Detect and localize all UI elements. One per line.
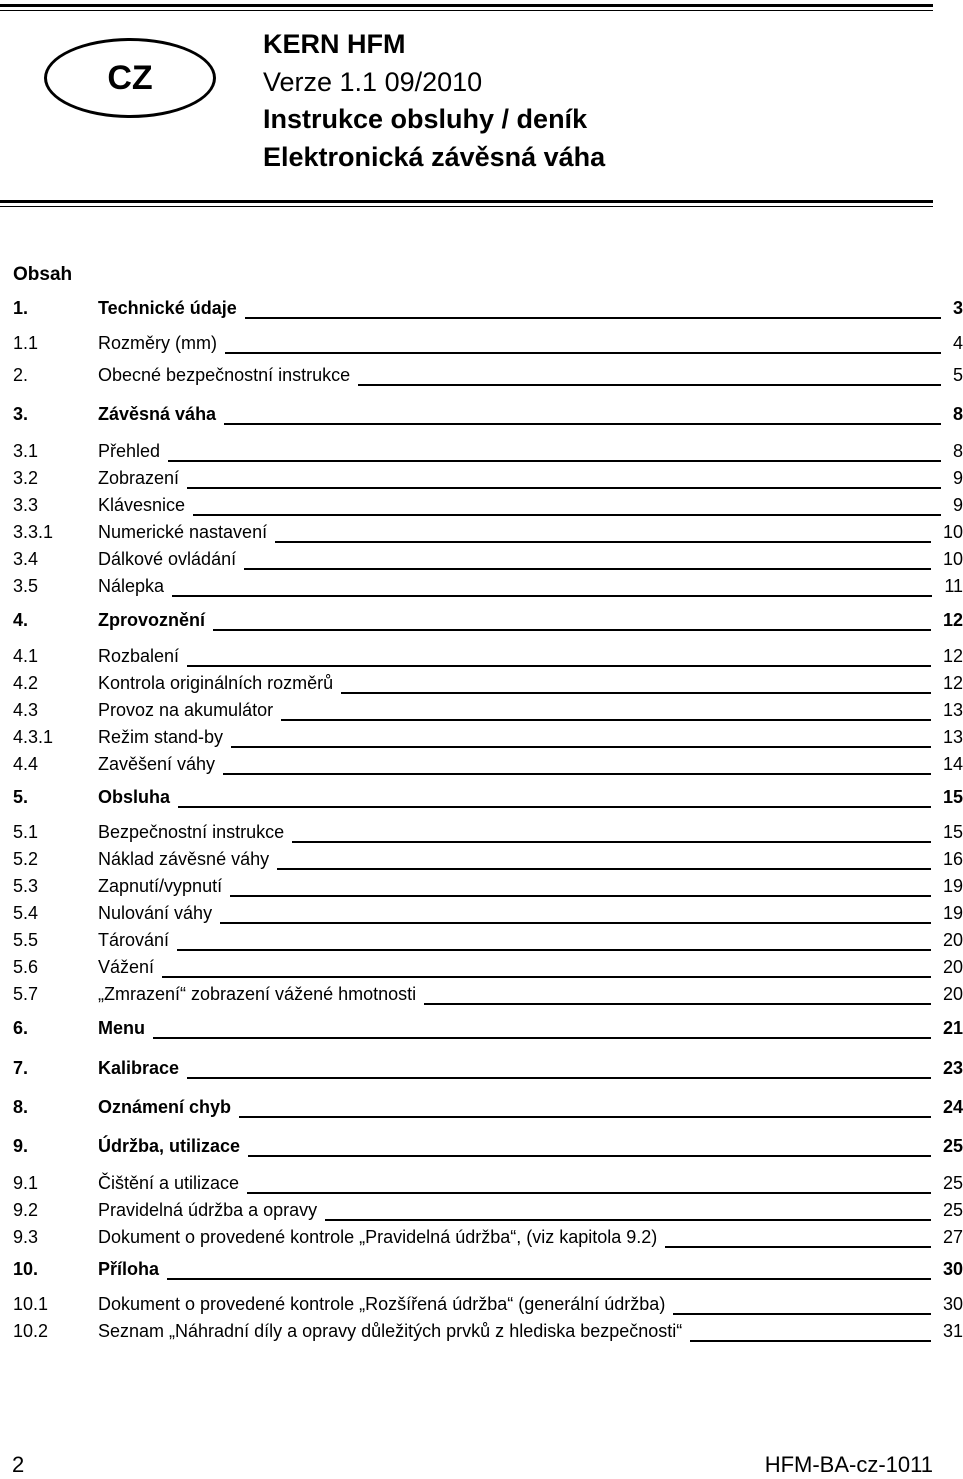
toc-entry-title: Klávesnice	[98, 495, 186, 515]
toc-entry-page: 20	[942, 957, 963, 977]
toc-entry-page: 11	[944, 576, 963, 596]
toc-entry-number: 4.3	[13, 700, 39, 720]
toc-entry-number: 1.1	[13, 333, 39, 353]
brand-title: KERN HFM	[263, 29, 406, 59]
toc-entry[interactable]	[13, 754, 963, 778]
toc-entry-title: Zapnutí/vypnutí	[98, 876, 223, 896]
header-rule-thin	[0, 10, 933, 11]
manual-title: Instrukce obsluhy / deník	[263, 104, 588, 134]
toc-entry-number: 6.	[13, 1018, 29, 1038]
toc-entry-page: 27	[942, 1227, 963, 1247]
toc-leader-line	[213, 629, 931, 631]
toc-entry[interactable]	[13, 1200, 963, 1224]
toc-entry-page: 9	[952, 468, 963, 488]
header-bottom-rule-thin	[0, 206, 933, 207]
toc-entry-number: 5.4	[13, 903, 39, 923]
toc-leader-line	[358, 384, 941, 386]
toc-entry-number: 10.1	[13, 1294, 49, 1314]
toc-leader-line	[223, 773, 931, 775]
toc-entry-number: 3.1	[13, 441, 39, 461]
toc-heading: Obsah	[13, 264, 73, 285]
toc-leader-line	[224, 423, 941, 425]
toc-entry-title: Přehled	[98, 441, 161, 461]
toc-entry-number: 4.	[13, 610, 29, 630]
product-title: Elektronická závěsná váha	[263, 141, 606, 172]
toc-leader-line	[187, 665, 931, 667]
toc-leader-line	[178, 806, 931, 808]
toc-entry[interactable]	[13, 646, 963, 670]
toc-entry-number: 5.7	[13, 984, 39, 1004]
toc-leader-line	[177, 949, 931, 951]
toc-entry-title: Rozměry (mm)	[98, 333, 217, 353]
toc-entry[interactable]	[13, 468, 963, 492]
toc-entry-number: 4.2	[13, 673, 39, 693]
toc-entry-number: 3.5	[13, 576, 39, 596]
toc-entry-number: 9.3	[13, 1227, 39, 1247]
document-code: HFM-BA-cz-1011	[764, 1452, 933, 1477]
toc-leader-line	[168, 460, 941, 462]
toc-leader-line	[193, 514, 941, 516]
toc-entry-number: 3.4	[13, 549, 39, 569]
toc-entry[interactable]	[13, 495, 963, 519]
toc-entry-title: Zobrazení	[98, 468, 180, 488]
toc-entry-page: 14	[942, 754, 963, 774]
toc-entry[interactable]	[13, 1018, 963, 1042]
toc-leader-line	[231, 746, 931, 748]
toc-leader-line	[153, 1037, 931, 1039]
toc-entry[interactable]	[13, 822, 963, 846]
toc-entry-title: Čištění a utilizace	[98, 1173, 240, 1193]
toc-entry-number: 7.	[13, 1058, 29, 1078]
toc-entry-title: Vážení	[98, 957, 155, 977]
toc-entry-title: Obsluha	[98, 787, 171, 807]
toc-entry-number: 5.	[13, 787, 29, 807]
toc-entry-title: Bezpečnostní instrukce	[98, 822, 285, 842]
toc-entry-title: Kalibrace	[98, 1058, 180, 1078]
toc-entry[interactable]	[13, 727, 963, 751]
toc-leader-line	[292, 841, 931, 843]
toc-entry-page: 8	[952, 441, 963, 461]
toc-entry-number: 5.3	[13, 876, 39, 896]
toc-leader-line	[245, 317, 941, 319]
toc-leader-line	[187, 487, 941, 489]
toc-entry[interactable]	[13, 1259, 963, 1283]
toc-entry[interactable]	[13, 333, 963, 357]
toc-entry-title: Pravidelná údržba a opravy	[98, 1200, 318, 1220]
toc-entry[interactable]	[13, 957, 963, 981]
toc-entry[interactable]	[13, 1136, 963, 1160]
toc-entry[interactable]	[13, 441, 963, 465]
header-rule-thick	[0, 4, 933, 7]
toc-entry-number: 5.1	[13, 822, 39, 842]
toc-entry[interactable]	[13, 876, 963, 900]
toc-entry-page: 31	[942, 1321, 963, 1341]
toc-entry-title: Zprovoznění	[98, 610, 205, 630]
toc-entry-page: 12	[942, 610, 963, 630]
toc-entry-title: Rozbalení	[98, 646, 180, 666]
toc-entry-page: 25	[942, 1200, 963, 1220]
toc-entry-number: 1.	[13, 298, 29, 318]
toc-leader-line	[225, 352, 941, 354]
toc-leader-line	[281, 719, 931, 721]
toc-leader-line	[673, 1313, 931, 1315]
toc-entry-number: 9.1	[13, 1173, 39, 1193]
toc-entry-page: 13	[942, 700, 963, 720]
page-number: 2	[12, 1452, 25, 1477]
toc-entry-page: 24	[942, 1097, 963, 1117]
toc-leader-line	[247, 1192, 931, 1194]
toc-entry-page: 15	[942, 822, 963, 842]
toc-entry-page: 8	[952, 404, 963, 424]
toc-entry-number: 9.	[13, 1136, 29, 1156]
toc-entry-title: Kontrola originálních rozměrů	[98, 673, 334, 693]
toc-leader-line	[690, 1340, 931, 1342]
toc-entry[interactable]	[13, 1227, 963, 1251]
toc-entry-number: 3.3.1	[13, 522, 54, 542]
toc-entry-number: 5.6	[13, 957, 39, 977]
toc-entry-page: 12	[942, 646, 963, 666]
toc-entry[interactable]	[13, 787, 963, 811]
toc-entry[interactable]	[13, 522, 963, 546]
toc-entry-title: Nulování váhy	[98, 903, 213, 923]
document-header	[263, 26, 605, 176]
toc-entry[interactable]	[13, 404, 963, 428]
toc-leader-line	[230, 895, 931, 897]
toc-entry-title: Provoz na akumulátor	[98, 700, 274, 720]
toc-leader-line	[162, 976, 931, 978]
toc-entry[interactable]	[13, 610, 963, 634]
toc-entry-page: 30	[942, 1259, 963, 1279]
toc-entry-title: Příloha	[98, 1259, 160, 1279]
toc-entry-page: 13	[942, 727, 963, 747]
toc-entry-title: Náklad závěsné váhy	[98, 849, 270, 869]
toc-entry-number: 10.2	[13, 1321, 49, 1341]
toc-entry-page: 21	[942, 1018, 963, 1038]
toc-leader-line	[220, 922, 931, 924]
toc-entry-page: 23	[942, 1058, 963, 1078]
toc-entry-number: 5.5	[13, 930, 39, 950]
toc-entry[interactable]	[13, 673, 963, 697]
toc-entry-page: 10	[942, 549, 963, 569]
toc-leader-line	[424, 1003, 931, 1005]
toc-entry[interactable]	[13, 1173, 963, 1197]
toc-leader-line	[172, 595, 932, 597]
toc-entry-page: 3	[952, 298, 963, 318]
toc-entry-page: 4	[952, 333, 963, 353]
toc-entry[interactable]	[13, 1321, 963, 1345]
toc-entry[interactable]	[13, 700, 963, 724]
toc-entry-title: Obecné bezpečnostní instrukce	[98, 365, 351, 385]
language-badge: CZ	[44, 38, 216, 118]
toc-entry-title: Tárování	[98, 930, 170, 950]
toc-leader-line	[341, 692, 931, 694]
header-bottom-rule-thick	[0, 200, 933, 203]
toc-entry-number: 9.2	[13, 1200, 39, 1220]
toc-entry-title: Režim stand-by	[98, 727, 224, 747]
toc-entry-page: 5	[952, 365, 963, 385]
toc-entry-number: 5.2	[13, 849, 39, 869]
toc-entry-number: 4.4	[13, 754, 39, 774]
toc-entry-number: 4.1	[13, 646, 39, 666]
toc-leader-line	[665, 1246, 931, 1248]
toc-leader-line	[325, 1219, 931, 1221]
toc-entry[interactable]	[13, 549, 963, 573]
toc-entry-number: 3.3	[13, 495, 39, 515]
toc-entry-title: Zavěšení váhy	[98, 754, 216, 774]
toc-entry-page: 20	[942, 984, 963, 1004]
toc-leader-line	[239, 1116, 931, 1118]
toc-entry-title: Dálkové ovládání	[98, 549, 237, 569]
toc-entry-page: 25	[942, 1136, 963, 1156]
toc-entry-page: 20	[942, 930, 963, 950]
toc-entry[interactable]	[13, 849, 963, 873]
toc-entry-page: 30	[942, 1294, 963, 1314]
toc-leader-line	[275, 541, 931, 543]
toc-entry[interactable]	[13, 298, 963, 322]
toc-entry-page: 19	[942, 876, 963, 896]
toc-leader-line	[244, 568, 931, 570]
toc-entry-title: Údržba, utilizace	[98, 1136, 241, 1156]
toc-entry-title: Seznam „Náhradní díly a opravy důležitých prvků z hlediska bezpečnosti“	[98, 1321, 683, 1341]
toc-leader-line	[248, 1155, 931, 1157]
toc-entry-title: „Zmrazení“ zobrazení vážené hmotnosti	[98, 984, 417, 1004]
toc-entry-page: 16	[942, 849, 963, 869]
toc-entry-title: Menu	[98, 1018, 145, 1038]
toc-entry-page: 10	[942, 522, 963, 542]
toc-entry[interactable]	[13, 984, 963, 1008]
toc-entry[interactable]	[13, 930, 963, 954]
toc-entry-title: Oznámení chyb	[98, 1097, 232, 1117]
toc-entry-page: 9	[952, 495, 963, 515]
toc-entry-title: Dokument o provedené kontrole „Pravidelná údržba“, (viz kapitola 9.2)	[98, 1227, 658, 1247]
toc-entry[interactable]	[13, 1097, 963, 1121]
toc-entry[interactable]	[13, 365, 963, 389]
toc-entry-title: Nálepka	[98, 576, 165, 596]
toc-entry-title: Dokument o provedené kontrole „Rozšířená údržba“ (generální údržba)	[98, 1294, 666, 1314]
toc-entry-number: 4.3.1	[13, 727, 54, 747]
version-line: Verze 1.1 09/2010	[263, 66, 483, 97]
toc-entry-title: Numerické nastavení	[98, 522, 268, 542]
toc-entry-number: 10.	[13, 1259, 39, 1279]
toc-entry-title: Technické údaje	[98, 298, 237, 318]
toc-leader-line	[277, 868, 931, 870]
toc-entry-page: 19	[942, 903, 963, 923]
toc-entry-page: 25	[942, 1173, 963, 1193]
toc-entry[interactable]	[13, 576, 963, 600]
toc-entry[interactable]	[13, 1058, 963, 1082]
toc-entry[interactable]	[13, 903, 963, 927]
toc-entry[interactable]	[13, 1294, 963, 1318]
toc-entry-number: 3.2	[13, 468, 39, 488]
toc-leader-line	[187, 1077, 931, 1079]
toc-entry-number: 8.	[13, 1097, 29, 1117]
toc-entry-page: 12	[942, 673, 963, 693]
toc-entry-page: 15	[942, 787, 963, 807]
toc-entry-title: Závěsná váha	[98, 404, 217, 424]
toc-entry-number: 2.	[13, 365, 29, 385]
toc-leader-line	[167, 1278, 931, 1280]
toc-entry-number: 3.	[13, 404, 29, 424]
